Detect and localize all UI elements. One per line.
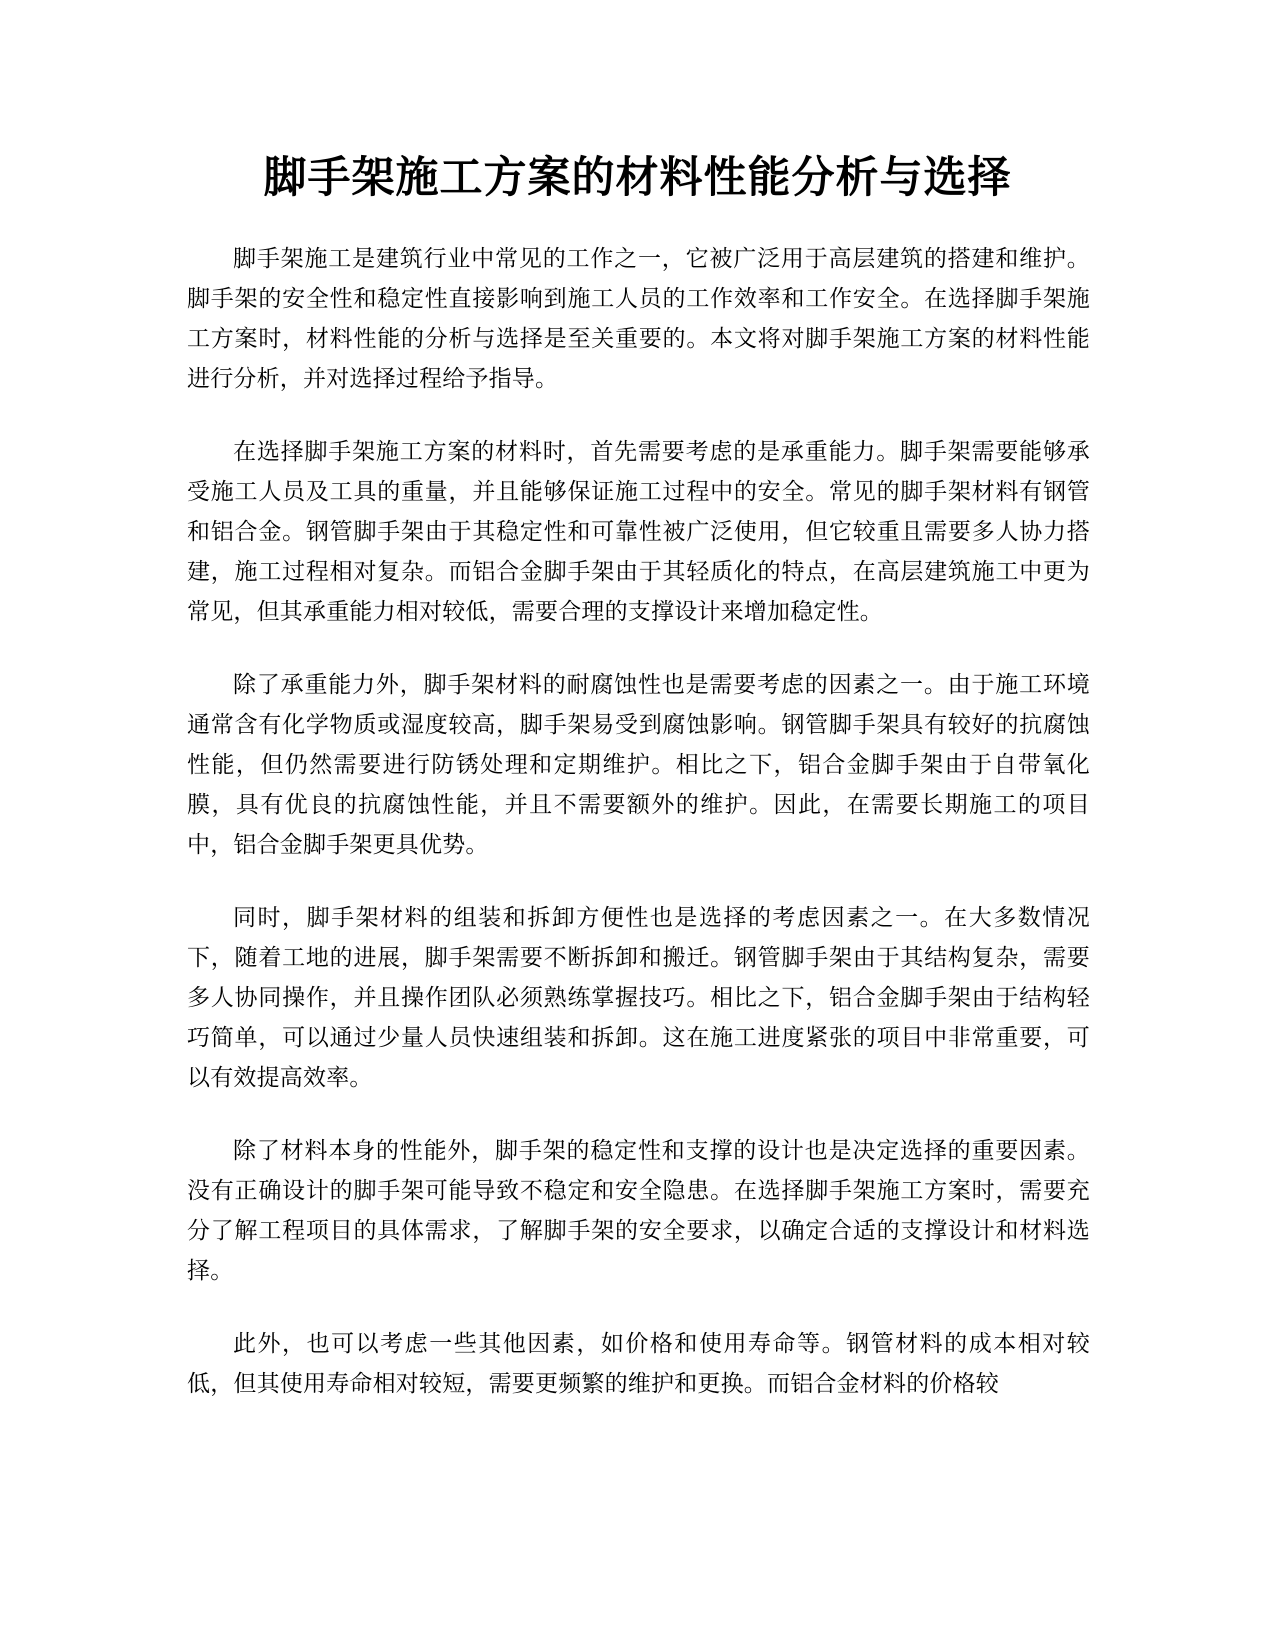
paragraph-assembly: 同时，脚手架材料的组装和拆卸方便性也是选择的考虑因素之一。在大多数情况下，随着工地的进展，脚手架需要不断拆卸和搬迁。钢管脚手架由于其结构复杂，需要多人协同操作，并且操作团队必须熟练掌握技巧。相比之下，铝合金脚手架由于结构轻巧简单，可以通过少量人员快速组装和拆卸。这在施工进度紧张的项目中非常重要，可以有效提高效率。	[187, 905, 1090, 1091]
paragraph-cost-lifespan: 此外，也可以考虑一些其他因素，如价格和使用寿命等。钢管材料的成本相对较低，但其使用寿命相对较短，需要更频繁的维护和更换。而铝合金材料的价格较	[187, 1331, 1090, 1397]
paragraph-stability-design: 除了材料本身的性能外，脚手架的稳定性和支撑的设计也是决定选择的重要因素。没有正确设计的脚手架可能导致不稳定和安全隐患。在选择脚手架施工方案时，需要充分了解工程项目的具体需求，了解脚手架的安全要求，以确定合适的支撑设计和材料选择。	[187, 1138, 1090, 1284]
paragraph-intro: 脚手架施工是建筑行业中常见的工作之一，它被广泛用于高层建筑的搭建和维护。脚手架的安全性和稳定性直接影响到施工人员的工作效率和工作安全。在选择脚手架施工方案时，材料性能的分析与选择是至关重要的。本文将对脚手架施工方案的材料性能进行分析，并对选择过程给予指导。	[187, 246, 1090, 392]
document-title: 脚手架施工方案的材料性能分析与选择	[263, 153, 1012, 203]
paragraph-corrosion-resistance: 除了承重能力外，脚手架材料的耐腐蚀性也是需要考虑的因素之一。由于施工环境通常含有化学物质或湿度较高，脚手架易受到腐蚀影响。钢管脚手架具有较好的抗腐蚀性能，但仍然需要进行防锈处理和定期维护。相比之下，铝合金脚手架由于自带氧化膜，具有优良的抗腐蚀性能，并且不需要额外的维护。因此，在需要长期施工的项目中，铝合金脚手架更具优势。	[187, 672, 1090, 858]
document-body	[187, 239, 1090, 1437]
paragraph-load-capacity: 在选择脚手架施工方案的材料时，首先需要考虑的是承重能力。脚手架需要能够承受施工人员及工具的重量，并且能够保证施工过程中的安全。常见的脚手架材料有钢管和铝合金。钢管脚手架由于其稳定性和可靠性被广泛使用，但它较重且需要多人协力搭建，施工过程相对复杂。而铝合金脚手架由于其轻质化的特点，在高层建筑施工中更为常见，但其承重能力相对较低，需要合理的支撑设计来增加稳定性。	[187, 439, 1090, 625]
